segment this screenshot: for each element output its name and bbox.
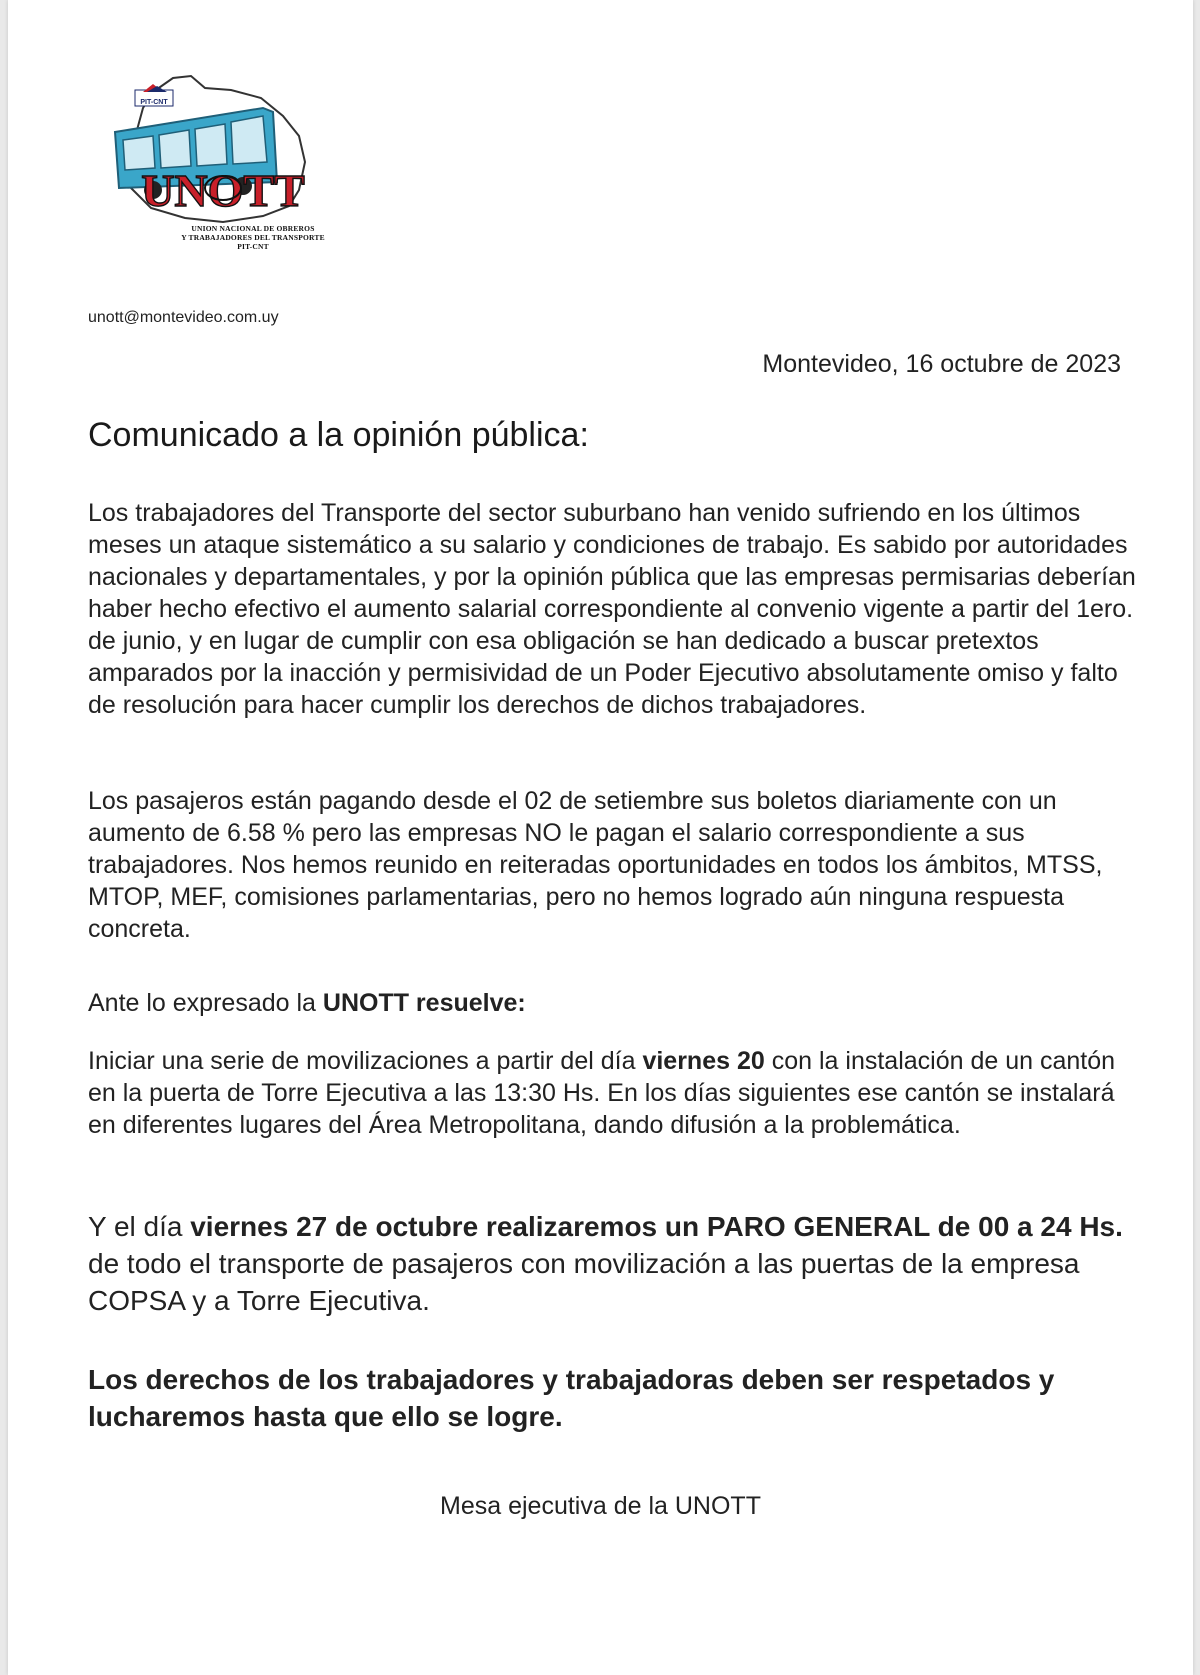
paragraph-5-bold: viernes 27 de octubre realizaremos un PARO GENERAL de 00 a 24 Hs.	[190, 1211, 1123, 1242]
paragraph-1: Los trabajadores del Transporte del sector suburbano han venido sufriendo en los últimos meses un ataque sistemático a su salario y condiciones de trabajo. Es sabido por autoridades nacionales y departamentales, y por la opinión pública que las empresas permisarias deberían haber hecho efectivo el aumento salarial correspondiente al convenio vigente a partir del 1ero. de junio, y en lugar de cumplir con esa obligación se han dedicado a buscar pretextos amparados por la inacción y permisividad de un Poder Ejecutivo absolutamente omiso y falto de resolución para hacer cumplir los derechos de dichos trabajadores.	[88, 499, 1136, 719]
paragraph-5	[88, 1208, 1148, 1319]
paragraph-4-part-1: Iniciar una serie de movilizaciones a partir del día	[88, 1047, 643, 1075]
paragraph-5-part-1: Y el día	[88, 1211, 191, 1242]
closing-statement: Los derechos de los trabajadores y trabajadoras deben ser respetados y lucharemos hasta que ello se logre.	[88, 1364, 1055, 1432]
paragraph-3-bold: UNOTT resuelve:	[322, 989, 526, 1017]
org-name-line-2: Y TRABAJADORES DEL TRANSPORTE	[181, 233, 325, 242]
acronym-text: UNOTT	[141, 165, 305, 216]
document-date: Montevideo, 16 octubre de 2023	[762, 350, 1121, 378]
paragraph-2: Los pasajeros están pagando desde el 02 de setiembre sus boletos diariamente con un aumento de 6.58 % pero las empresas NO le pagan el salario correspondiente a sus trabajadores. Nos hemos reunido en reiteradas oportunidades en todos los ámbitos, MTSS, MTOP, MEF, comisiones parlamentarias, pero no hemos logrado aún ninguna respuesta concreta.	[88, 787, 1103, 943]
paragraph-4-bold: viernes 20	[642, 1047, 765, 1075]
badge-text: PIT-CNT	[140, 99, 168, 106]
paragraph-4-part-2: con la instalación de un cantón en la puerta de Torre Ejecutiva a las 13:30 Hs. En los días siguientes ese cantón se instalará en diferentes lugares del Área Metropolitana, dando difusión a la problemática.	[88, 1047, 1116, 1139]
paragraph-5-part-2: de todo el transporte de pasajeros con movilización a las puertas de la empresa COPSA y a Torre Ejecutiva.	[88, 1248, 1080, 1316]
unott-logo	[113, 70, 333, 270]
signature: Mesa ejecutiva de la UNOTT	[440, 1492, 761, 1520]
org-name-line-3: PIT-CNT	[237, 242, 269, 251]
paragraph-3	[88, 987, 1148, 1019]
page-title: Comunicado a la opinión pública:	[88, 416, 589, 454]
email-address: unott@montevideo.com.uy	[88, 309, 279, 326]
paragraph-3-text: Ante lo expresado la	[88, 989, 323, 1017]
paragraph-4	[88, 1045, 1148, 1141]
org-name-line-1: UNION NACIONAL DE OBREROS	[191, 224, 315, 233]
document-page	[8, 0, 1193, 1675]
